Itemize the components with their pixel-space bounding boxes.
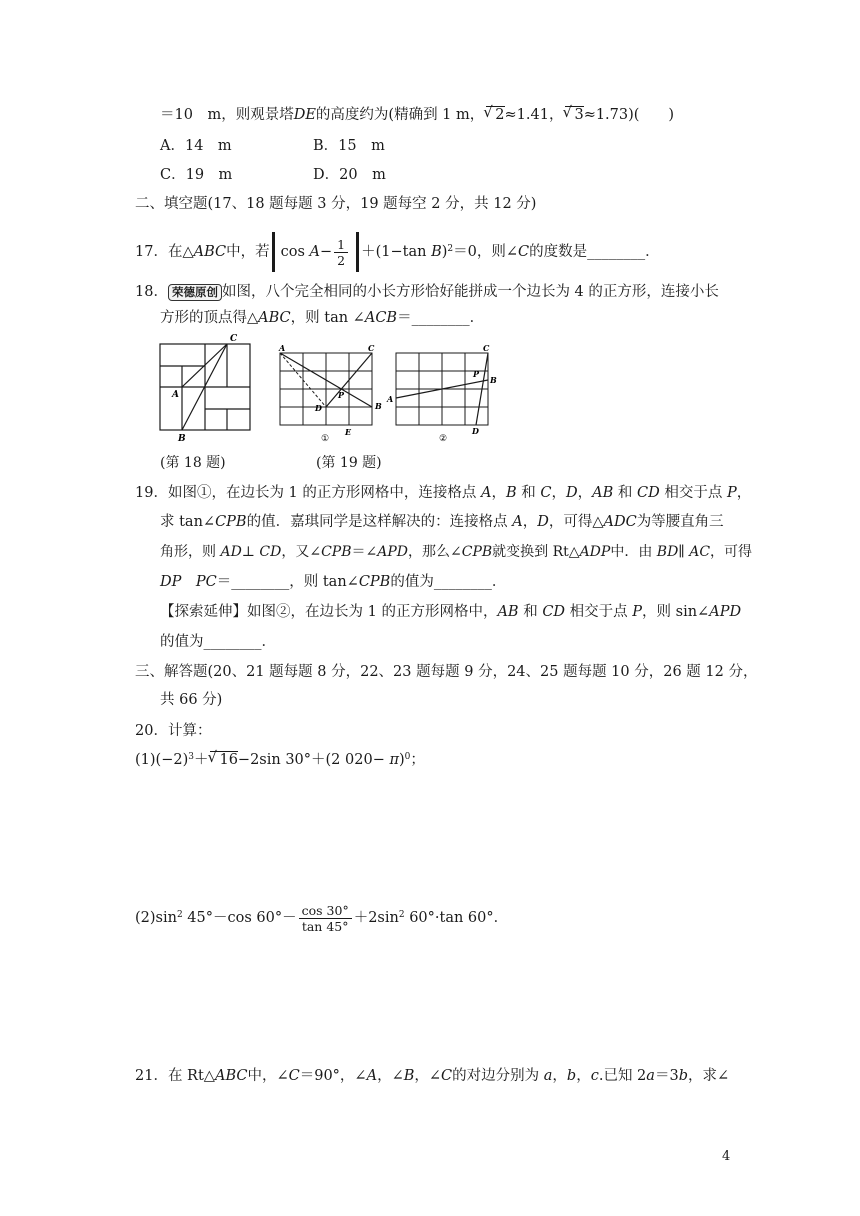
original-badge: 荣德原创 [168, 284, 222, 301]
fig19-label-a: A [279, 343, 286, 353]
section-3-heading-line-1: 三、解答题(20、21 题每题 8 分，22、23 题每题 9 分，24、25 题每题 10 分，26 题 12 分， [135, 664, 758, 680]
fig19b-mark-2: ② [439, 434, 448, 442]
fig19b-label-p: P [473, 369, 480, 379]
figure-19-2 [385, 342, 500, 442]
fig19-mark-1: ① [321, 434, 330, 442]
fraction-cos30-tan45: $\frac{\cos 30^\circ}{\tan 45^\circ}$ [299, 903, 352, 934]
fig18-label-c: C [230, 334, 238, 344]
fig19-label-e: E [345, 427, 352, 437]
caption-18: (第 18 题) [160, 455, 226, 471]
question-19-line-5: 【探索延伸】如图②，在边长为 1 的正方形网格中，AB 和 CD 相交于点 P，则 sin∠APD [160, 604, 742, 620]
fig19b-label-b: B [490, 375, 497, 385]
question-19-line-1: 19．如图①，在边长为 1 的正方形网格中，连接格点 A，B 和 C，D，AB 和 CD 相交于点 P， [135, 485, 752, 501]
question-19-line-6: 的值为________． [160, 634, 276, 650]
fig19b-label-c: C [483, 343, 490, 353]
q16-option-a: A．14 m [160, 138, 232, 154]
question-18-line-2: 方形的顶点得△ABC，则 tan ∠ACB＝________． [160, 310, 485, 326]
fig19b-label-a: A [387, 394, 394, 404]
question-20-title: 20．计算： [135, 723, 212, 739]
question-20-part-1: $(1)(-2)^3+√$ 16−2sin 30°＋(2 020− π)$^0$； [135, 750, 425, 770]
page-number: 4 [722, 1149, 731, 1164]
section-2-heading: 二、填空题(17、18 题每题 3 分，19 题每空 2 分，共 12 分) [135, 196, 537, 212]
question-19-line-2: 求 tan∠CPB的值．嘉琪同学是这样解决的：连接格点 A，D，可得△ADC为等腰直角三 [160, 514, 724, 530]
section-3-heading-line-2: 共 66 分) [160, 692, 223, 708]
q16-option-c: C．19 m [160, 167, 233, 183]
question-20-part-2: $(2)\sin^2$ 45°－cos 60°－ $\frac{\cos 30^\circ}{\tan 45^\circ}$ $+2\sin^2$ 60°·tan 60°． [135, 902, 509, 934]
fig18-label-b: B [178, 434, 186, 444]
question-17: 17．在△ABC中，若 cos A− $\frac{1}{2}$ ＋(1−tan B)$^2$＝0，则∠C的度数是________． [135, 232, 660, 272]
fig19-label-b: B [375, 401, 382, 411]
question-19-line-4: DP PC＝________，则 tan∠CPB的值为________． [160, 574, 507, 590]
question-18-line-1: 18． 荣德原创 如图，八个完全相同的小长方形恰好能拼成一个边长为 4 的正方形，连接小长 [135, 284, 719, 300]
fig18-label-a: A [172, 390, 179, 400]
figure-19-1 [275, 342, 385, 442]
sqrt-2: √ 2 [486, 106, 504, 123]
q16-option-b: B．15 m [313, 138, 385, 154]
fig19-label-d: D [315, 403, 322, 413]
fig19-label-c: C [368, 343, 375, 353]
absolute-value: cos A− $\frac{1}{2}$ [272, 232, 360, 272]
fig19b-label-d: D [472, 426, 479, 436]
sqrt-3: √ 3 [565, 106, 583, 123]
sqrt-16: √ 16 [210, 751, 237, 768]
fraction-one-half: $\frac{1}{2}$ [334, 237, 348, 268]
q16-option-d: D．20 m [313, 167, 386, 183]
question-19-line-3: 角形，则 AD⊥ CD，又∠CPB＝∠APD，那么∠CPB就变换到 Rt△ADP中．由 BD∥ AC，可得 [160, 544, 753, 560]
q16-tail: ＝10 m，则观景塔DE的高度约为(精确到 1 m，√ 2≈1.41，√ 3≈1.73)( ) [160, 105, 674, 125]
figure-18 [152, 330, 272, 445]
caption-19: (第 19 题) [316, 455, 382, 471]
fig19-label-p: P [338, 390, 345, 400]
question-21: 21．在 Rt△ABC中，∠C＝90°，∠A，∠B，∠C的对边分别为 a，b，c.已知 2a＝3b，求∠ [135, 1068, 730, 1084]
